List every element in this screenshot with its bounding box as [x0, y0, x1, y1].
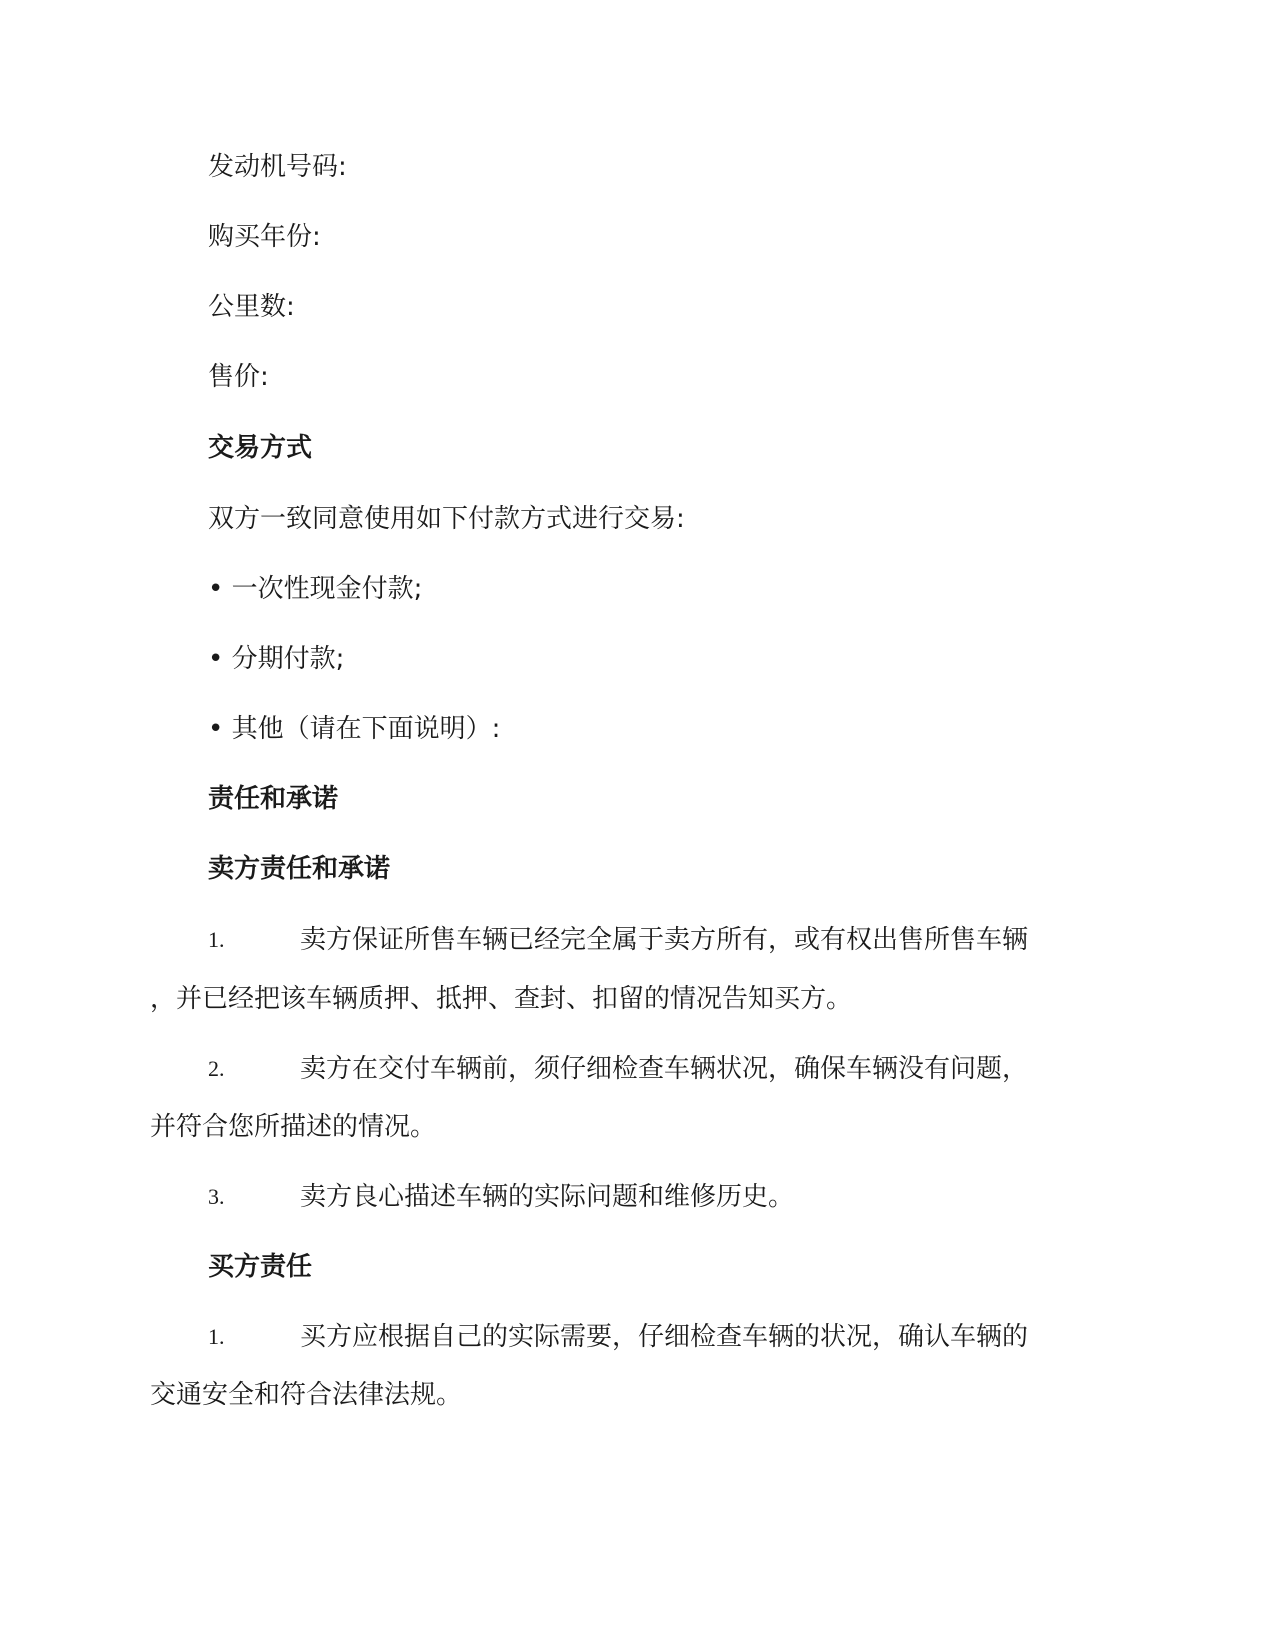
seller-item-2-line2: 并符合您所描述的情况。	[150, 1112, 437, 1142]
seller-item-2-line1: 卖方在交付车辆前，须仔细检查车辆状况，确保车辆没有问题，	[300, 1054, 1029, 1084]
transaction-heading: 交易方式	[208, 433, 313, 463]
seller-item-3-number: 3.	[208, 1184, 225, 1209]
seller-item-3-line1: 卖方良心描述车辆的实际问题和维修历史。	[300, 1182, 795, 1212]
buyer-heading: 买方责任	[208, 1252, 313, 1282]
seller-item-1-line2: ，并已经把该车辆质押、抵押、查封、扣留的情况告知买方。	[150, 984, 853, 1014]
transaction-intro: 双方一致同意使用如下付款方式进行交易:	[208, 504, 685, 534]
mileage-field: 公里数:	[208, 292, 295, 322]
seller-heading: 卖方责任和承诺	[208, 854, 391, 884]
payment-option-cash: • 一次性现金付款;	[208, 574, 423, 604]
price-field: 售价:	[208, 362, 269, 392]
buyer-item-1-number: 1.	[208, 1324, 225, 1349]
engine-number-field: 发动机号码:	[208, 152, 347, 182]
purchase-year-field: 购买年份:	[208, 222, 321, 252]
seller-item-1-number: 1.	[208, 927, 225, 952]
buyer-item-1-line2: 交通安全和符合法律法规。	[150, 1380, 463, 1410]
seller-item-2-number: 2.	[208, 1056, 225, 1081]
payment-option-other: • 其他（请在下面说明）:	[208, 714, 501, 744]
seller-item-1-line1: 卖方保证所售车辆已经完全属于卖方所有，或有权出售所售车辆	[300, 925, 1029, 955]
buyer-item-1-line1: 买方应根据自己的实际需要，仔细检查车辆的状况，确认车辆的	[300, 1322, 1029, 1352]
responsibility-heading: 责任和承诺	[208, 784, 339, 814]
payment-option-installment: • 分期付款;	[208, 644, 345, 674]
